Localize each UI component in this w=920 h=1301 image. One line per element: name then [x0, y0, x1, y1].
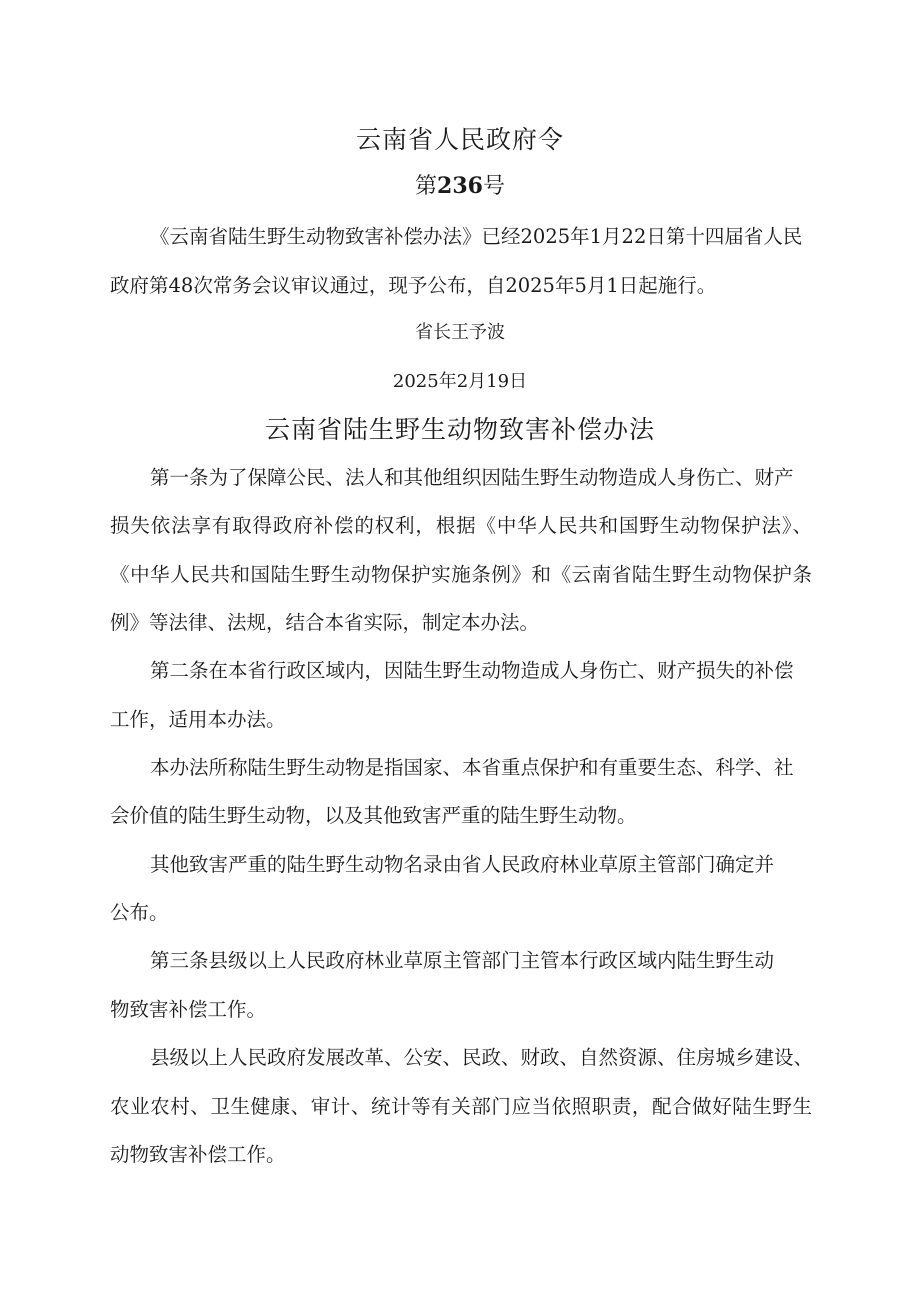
paragraph-line: 物致害补偿工作。 — [110, 998, 267, 1021]
document-title: 云南省陆生野生动物致害补偿办法 — [264, 415, 655, 444]
paragraph-line: 其他致害严重的陆生野生动物名录由省人民政府林业草原主管部门确定并 — [150, 853, 775, 876]
paragraph-line: 公布。 — [110, 901, 169, 924]
paragraph-line: 县级以上人民政府发展改革、公安、民政、财政、自然资源、住房城乡建设、 — [150, 1046, 814, 1069]
decree-number-prefix: 第 — [415, 174, 438, 199]
paragraph-line: 第二条在本省行政区域内，因陆生野生动物造成人身伤亡、财产损失的补偿 — [150, 659, 794, 682]
signer: 省长王予波 — [415, 322, 505, 343]
paragraph-line: 损失依法享有取得政府补偿的权利，根据《中华人民共和国野生动物保护法》、 — [110, 514, 812, 537]
paragraph-line: 《中华人民共和国陆生野生动物保护实施条例》和《云南省陆生野生动物保护条 — [110, 563, 812, 586]
paragraph-line: 工作，适用本办法。 — [110, 708, 286, 731]
decree-text-line: 《云南省陆生野生动物致害补偿办法》已经2025年1月22日第十四届省人民 — [150, 225, 803, 248]
paragraph-line: 本办法所称陆生野生动物是指国家、本省重点保护和有重要生态、科学、社 — [150, 756, 794, 779]
paragraph-line: 农业农村、卫生健康、审计、统计等有关部门应当依照职责，配合做好陆生野生 — [110, 1095, 812, 1118]
paragraph-line: 会价值的陆生野生动物，以及其他致害严重的陆生野生动物。 — [110, 804, 637, 827]
paragraph-line: 第一条为了保障公民、法人和其他组织因陆生野生动物造成人身伤亡、财产 — [150, 466, 794, 489]
decree-number-value: 236 — [437, 173, 483, 199]
paragraph-line: 第三条县级以上人民政府林业草原主管部门主管本行政区域内陆生野生动 — [150, 949, 775, 972]
decree-number-suffix: 号 — [482, 174, 505, 199]
paragraph-line: 动物致害补偿工作。 — [110, 1143, 286, 1166]
sign-date: 2025年2月19日 — [392, 371, 528, 392]
decree-title: 云南省人民政府令 — [355, 125, 564, 154]
paragraph-line: 例》等法律、法规，结合本省实际，制定本办法。 — [110, 611, 540, 634]
decree-number — [0, 169, 920, 204]
decree-text-line: 政府第48次常务会议审议通过，现予公布，自2025年5月1日起施行。 — [110, 274, 717, 297]
